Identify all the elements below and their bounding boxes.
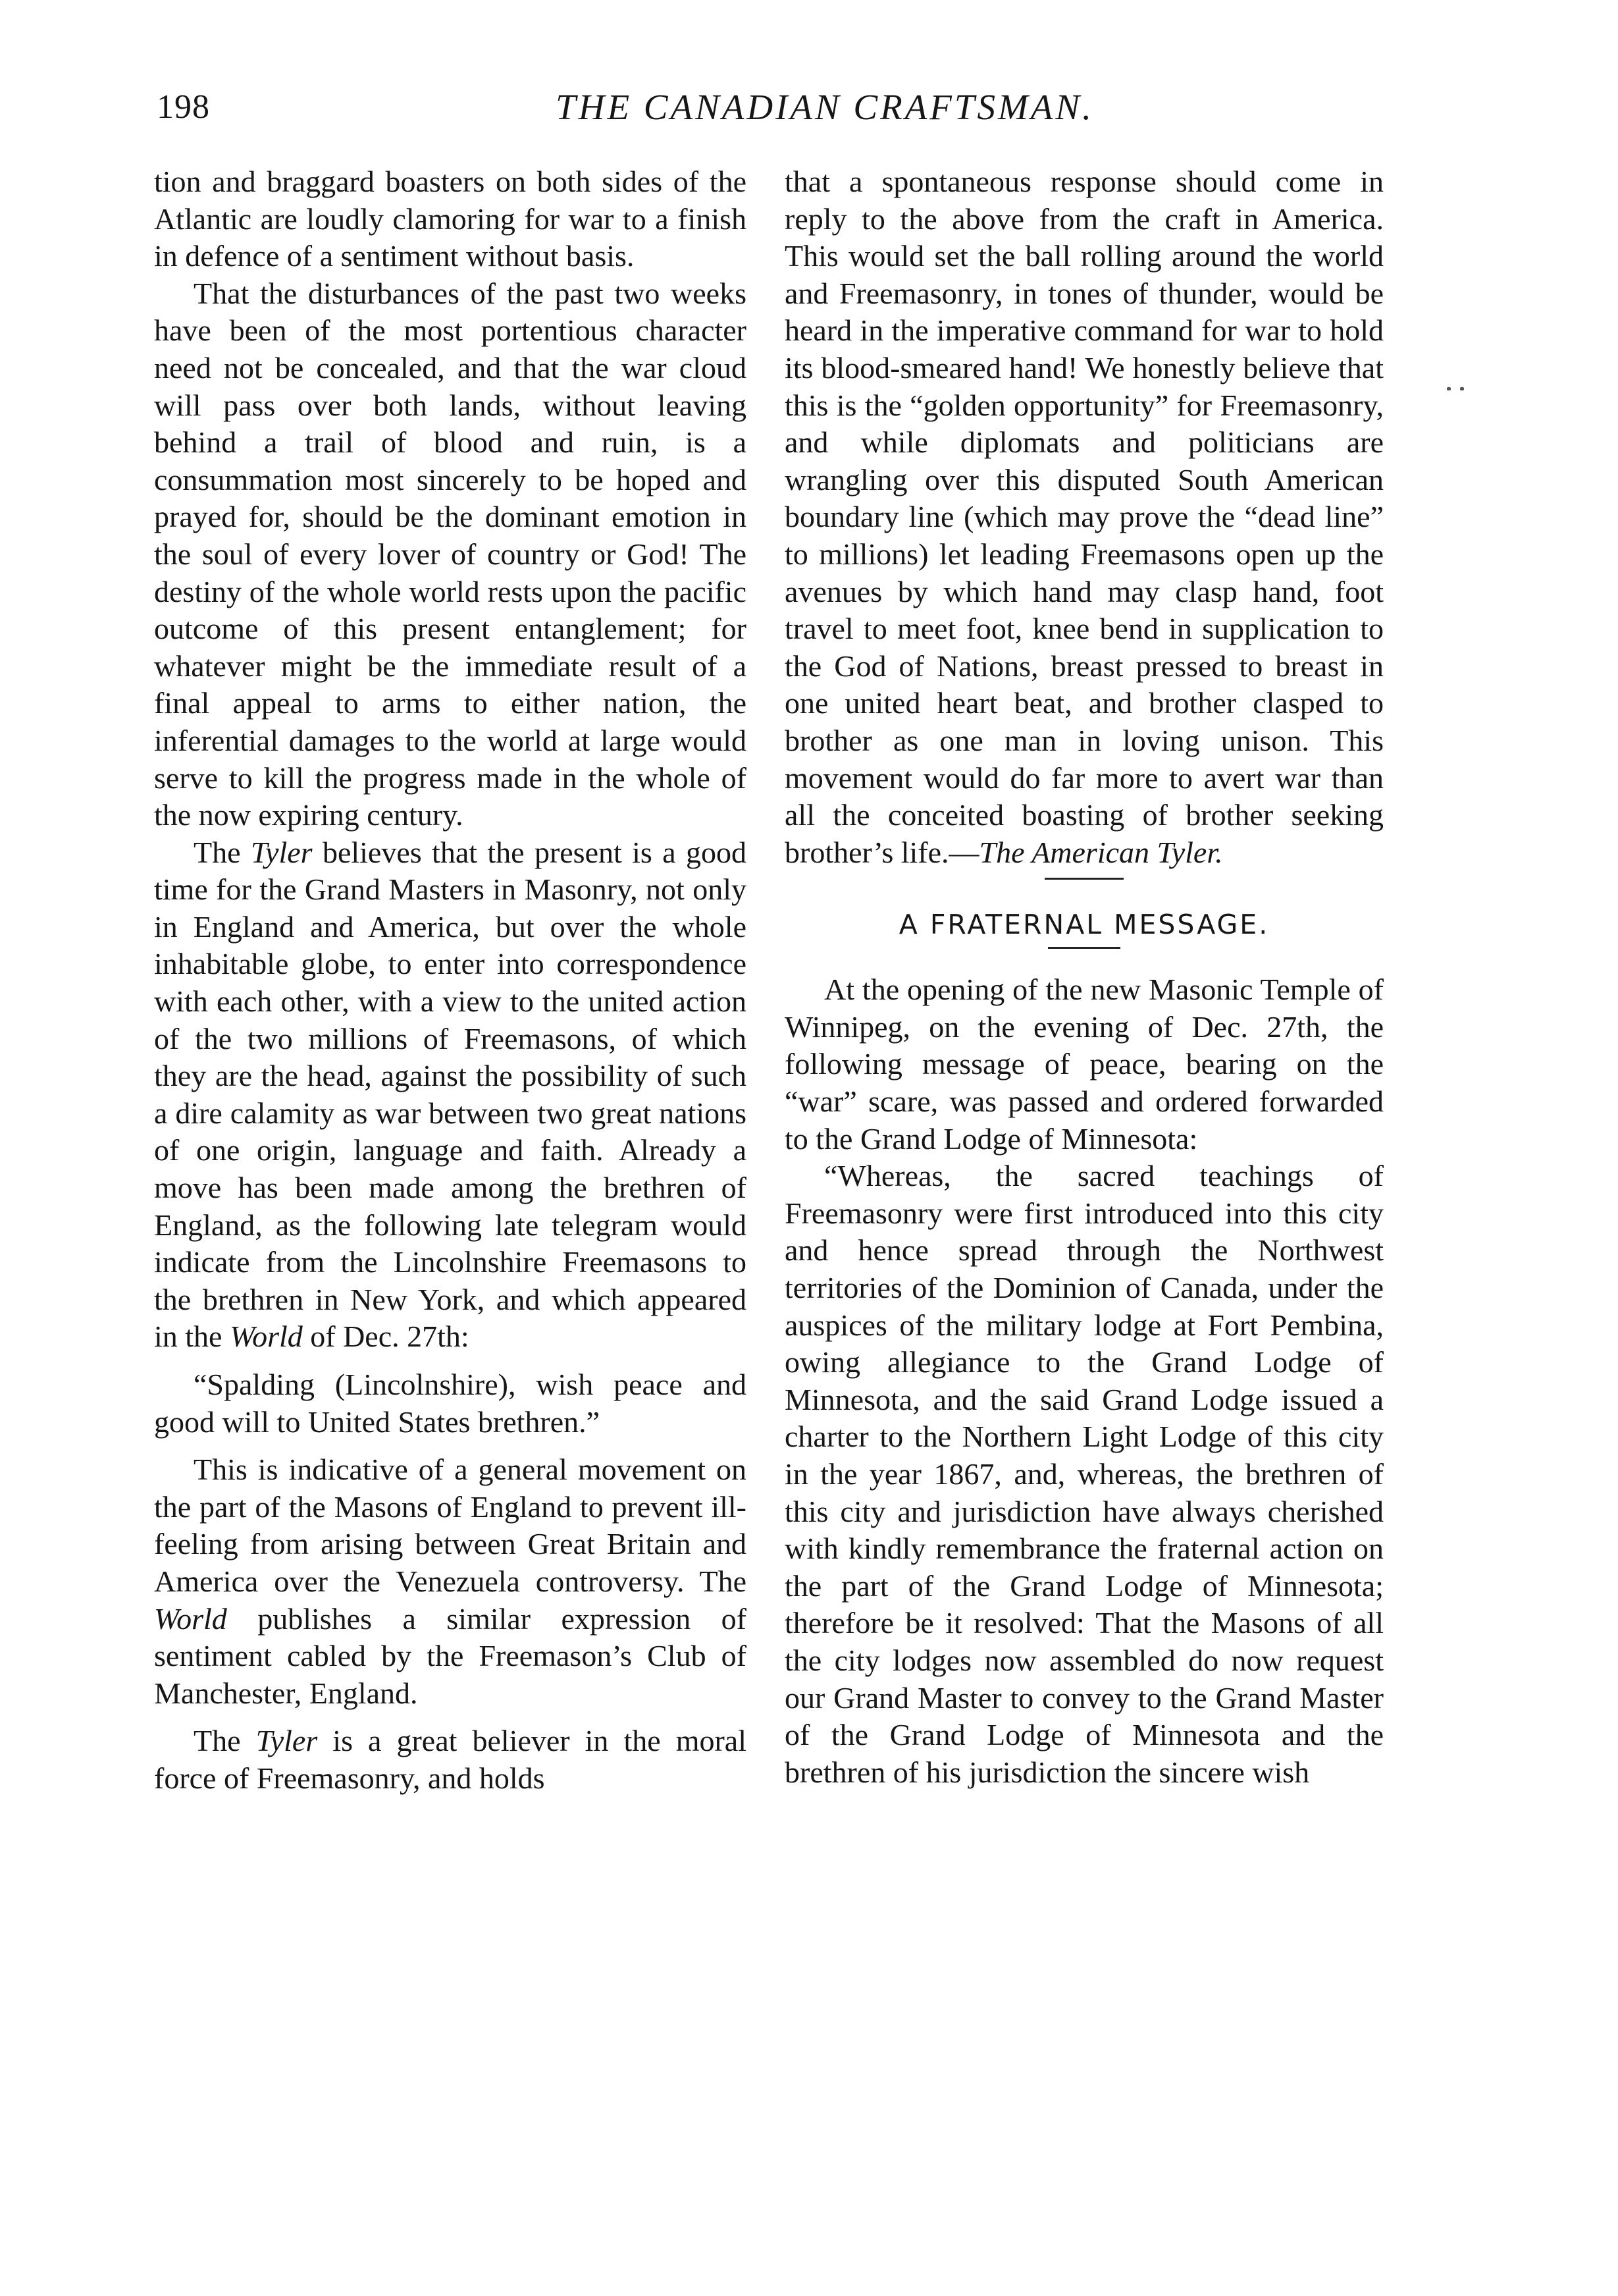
italic-text: Tyler [250,835,313,869]
italic-text: World [229,1320,303,1354]
page-header [157,84,1384,144]
divider-rule [1048,947,1120,949]
print-speck [1447,387,1465,392]
text-run: publishes a similar expression of sentiment cabled by the Freemason’s Club of Manchester, England. [154,1601,746,1710]
text-run: that a spontaneous response should come in reply to the above from the craft in America. This would set the ball rolling around the world and Freemasonry, in tones of thunder, would be heard in the imperative command for war to hold its blood-smeared hand! We honestly believe that this is the “golden opportunity” for Freemasonry, and while diplomats and politicians are wrangling over this disputed South American boundary line (which may prove the “dead line” to millions) let leading Freemasons open up the avenues by which hand may clasp hand, foot travel to meet foot, knee bend in supplication to the God of Nations, breast pressed to breast in one united heart beat, and brother clasped to brother as one man in loving unison. This movement would do far more to avert war than all the conceited boasting of brother seeking brother’s life.— [785,165,1384,869]
running-title: THE CANADIAN CRAFTSMAN. [556,87,1094,127]
section-heading: A FRATERNAL MESSAGE. [899,909,1270,941]
italic-text: Tyler [255,1724,318,1758]
paragraph: tion and braggard boasters on both sides of the Atlantic are loudly clamoring for war to a finish in defence of a sentiment without basis. [154,165,746,273]
text-run: is a great believer in the moral force of Freemasonry, and holds [154,1724,746,1795]
right-column [785,163,1384,1791]
text-run: The [194,1724,256,1758]
divider-rule [1045,878,1124,880]
telegram-quote: “Spalding (Lincolnshire), wish peace and good will to United States brethren.” [154,1368,746,1439]
paragraph: That the disturbances of the past two weeks have been of the most portentious character need not be concealed, and that the war cloud will pass over both lands, without leaving behind a trail of blood and ruin, is a consummation most sincerely to be hoped and prayed for, should be the dominant emotion in the soul of every lover of country or God! The destiny of the whole world rests upon the pacific outcome of this present entanglement; for whatever might be the immediate result of a final appeal to arms to either nation, the inferential damages to the world at large would serve to kill the progress made in the whole of the now expiring century. [154,276,746,832]
text-run: of Dec. 27th: [302,1320,469,1354]
page-number: 198 [157,88,210,126]
paragraph [154,1451,746,1712]
paragraph: “Whereas, the sacred teachings of Freemasonry were first introduced into this city and hence spread through the Northwest territories of the Dominion of Canada, under the auspices of the military lodge at Fort Pembina, owing allegiance to the Grand Lodge of Minnesota, and the said Grand Lodge issued a charter to the Northern Light Lodge of this city in the year 1867, and, whereas, the brethren of this city and jurisdiction have always cherished with kindly remembrance the fraternal action on the part of the Grand Lodge of Minnesota; therefore be it resolved: That the Masons of all the city lodges now assembled do now request our Grand Master to convey to the Grand Master of the Grand Lodge of Minnesota and the brethren of his jurisdiction the sincere wish [785,1159,1384,1789]
source-attribution: The American Tyler. [979,835,1223,869]
paragraph [154,834,746,1356]
paragraph [154,1722,746,1797]
italic-text: World [154,1601,227,1636]
paragraph: At the opening of the new Masonic Temple of Winnipeg, on the evening of Dec. 27th, the following message of peace, bearing on the “war” scare, was passed and ordered forwarded to the Grand Lodge of Minnesota: [785,973,1384,1156]
text-run: The [194,835,251,869]
left-column [154,163,746,1798]
text-run: This is indicative of a general movement on the part of the Masons of England to prevent ill-feeling from arising between Great Britain and America over the Venezuela controversy. The [154,1453,746,1598]
paragraph [785,163,1384,871]
text-run: believes that the present is a good time for the Grand Masters in Masonry, not only in England and America, but over the whole inhabitable globe, to enter into correspondence with each other, with a view to the united action of the two millions of Freemasons, of which they are the head, against the possibility of such a dire calamity as war between two great nations of one origin, language and faith. Already a move has been made among the brethren of England, as the following late telegram would indicate from the Lincolnshire Freemasons to the brethren in New York, and which appeared in the [154,835,746,1354]
